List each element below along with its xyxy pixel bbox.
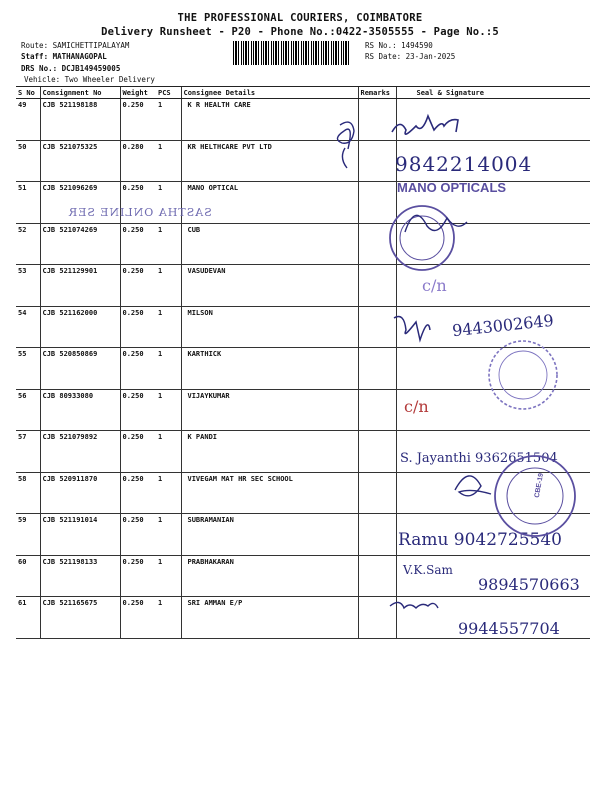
cell-pcs: 1 [156, 431, 181, 473]
cell-consignment: CJB 521165675 [40, 597, 120, 639]
cell-pcs: 1 [156, 597, 181, 639]
cell-consignee: K PANDI [181, 431, 358, 473]
cell-sno: 56 [16, 389, 40, 431]
cell-weight: 0.250 [120, 306, 156, 348]
cell-sno: 57 [16, 431, 40, 473]
cell-consignee: SRI AMMAN E/P [181, 597, 358, 639]
col-remarks: Remarks [358, 87, 396, 99]
cell-pcs: 1 [156, 348, 181, 390]
cell-consignment: CJB 521074269 [40, 223, 120, 265]
table-row [16, 472, 590, 514]
table-row [16, 389, 590, 431]
handwritten-phone-50: 9842214004 [395, 152, 533, 176]
cell-remarks [358, 472, 396, 514]
cell-sno: 55 [16, 348, 40, 390]
cell-pcs: 1 [156, 99, 181, 141]
rs-date: RS Date: 23-Jan-2025 [365, 52, 456, 61]
vehicle-label: Vehicle: Two Wheeler Delivery [24, 75, 155, 84]
drs-label: DRS No.: DCJB149459005 [21, 64, 121, 73]
col-sno: S No [16, 87, 40, 99]
cell-pcs: 1 [156, 472, 181, 514]
cell-remarks [358, 306, 396, 348]
cell-seal [396, 472, 590, 514]
cell-remarks [358, 431, 396, 473]
cell-consignment: CJB 520911870 [40, 472, 120, 514]
table-row [16, 348, 590, 390]
cell-sno: 50 [16, 140, 40, 182]
col-weight: Weight [120, 87, 156, 99]
cell-weight: 0.250 [120, 472, 156, 514]
cell-pcs: 1 [156, 223, 181, 265]
col-pcs: PCS [156, 87, 181, 99]
col-consignee: Consignee Details [181, 87, 358, 99]
cell-weight: 0.280 [120, 140, 156, 182]
cell-weight: 0.250 [120, 265, 156, 307]
company-title: THE PROFESSIONAL COURIERS, COIMBATORE [177, 12, 423, 24]
cell-consignment: CJB 521162000 [40, 306, 120, 348]
stamp-mano-opticals: MANO OPTICALS [397, 180, 507, 195]
cell-pcs: 1 [156, 306, 181, 348]
cell-remarks [358, 99, 396, 141]
cell-weight: 0.250 [120, 348, 156, 390]
table-header [16, 87, 590, 99]
cell-consignment: CJB 521096269 [40, 182, 120, 224]
cell-consignment: CJB 520850869 [40, 348, 120, 390]
handwritten-ramu: Ramu 9042725540 [398, 530, 562, 550]
cell-remarks [358, 140, 396, 182]
mirrored-stamp-text: SASTHA ONLINE SER [68, 206, 212, 219]
cell-consignee: VIJAYKUMAR [181, 389, 358, 431]
cell-consignee: MILSON [181, 306, 358, 348]
cell-remarks [358, 389, 396, 431]
runsheet-subtitle: Delivery Runsheet - P20 - Phone No.:0422-3505555 - Page No.:5 [101, 26, 499, 38]
cell-weight: 0.250 [120, 514, 156, 556]
handwritten-initials-53: c/n [422, 276, 447, 295]
cell-seal [396, 223, 590, 265]
table-row [16, 99, 590, 141]
cell-consignee: K R HEALTH CARE [181, 99, 358, 141]
cell-remarks [358, 555, 396, 597]
cell-pcs: 1 [156, 389, 181, 431]
cell-consignee: VIVEGAM MAT HR SEC SCHOOL [181, 472, 358, 514]
cell-consignment: CJB 521075325 [40, 140, 120, 182]
cell-consignment: CJB 521198133 [40, 555, 120, 597]
cell-remarks [358, 223, 396, 265]
cell-remarks [358, 348, 396, 390]
cell-weight: 0.250 [120, 389, 156, 431]
cell-pcs: 1 [156, 140, 181, 182]
cell-consignee: PRABHAKARAN [181, 555, 358, 597]
cell-weight: 0.250 [120, 99, 156, 141]
table-row [16, 223, 590, 265]
cell-pcs: 1 [156, 514, 181, 556]
cell-sno: 60 [16, 555, 40, 597]
cell-remarks [358, 182, 396, 224]
barcode [233, 41, 351, 65]
cell-remarks [358, 597, 396, 639]
col-seal: Seal & Signature [396, 87, 590, 99]
cell-weight: 0.250 [120, 182, 156, 224]
cell-weight: 0.250 [120, 431, 156, 473]
col-consignment: Consignment No [40, 87, 120, 99]
handwritten-vksam: V.K.Sam [403, 563, 453, 577]
table-row [16, 265, 590, 307]
stamp-cbe: CBE-19 [533, 472, 546, 499]
handwritten-initials-56: c/n [404, 397, 429, 416]
cell-consignment: CJB 521198188 [40, 99, 120, 141]
cell-weight: 0.250 [120, 597, 156, 639]
cell-consignee: KR HELTHCARE PVT LTD [181, 140, 358, 182]
cell-weight: 0.250 [120, 555, 156, 597]
cell-sno: 54 [16, 306, 40, 348]
staff-label: Staff: MATHANAGOPAL [21, 52, 107, 61]
handwritten-phone-61: 9944557704 [458, 619, 560, 638]
cell-sno: 53 [16, 265, 40, 307]
cell-consignee: KARTHICK [181, 348, 358, 390]
cell-sno: 58 [16, 472, 40, 514]
cell-sno: 61 [16, 597, 40, 639]
cell-seal [396, 99, 590, 141]
cell-consignee: MANO OPTICAL [181, 182, 358, 224]
cell-seal [396, 348, 590, 390]
cell-sno: 59 [16, 514, 40, 556]
handwritten-phone-60: 9894570663 [478, 575, 580, 594]
route-label: Route: SAMICHETTIPALAYAM [21, 41, 130, 50]
cell-pcs: 1 [156, 555, 181, 597]
cell-consignee: VASUDEVAN [181, 265, 358, 307]
cell-consignee: CUB [181, 223, 358, 265]
cell-pcs: 1 [156, 182, 181, 224]
handwritten-jayanthi: S. Jayanthi 9362651504 [400, 451, 558, 466]
rs-number: RS No.: 1494590 [365, 41, 433, 50]
cell-sno: 49 [16, 99, 40, 141]
cell-sno: 51 [16, 182, 40, 224]
cell-consignment: CJB 521079892 [40, 431, 120, 473]
cell-consignment: CJB 521191014 [40, 514, 120, 556]
cell-pcs: 1 [156, 265, 181, 307]
cell-consignment: CJB 80933080 [40, 389, 120, 431]
cell-weight: 0.250 [120, 223, 156, 265]
cell-sno: 52 [16, 223, 40, 265]
cell-remarks [358, 265, 396, 307]
cell-consignment: CJB 521129901 [40, 265, 120, 307]
cell-remarks [358, 514, 396, 556]
handwritten-phone-54: 9443002649 [451, 310, 555, 341]
cell-consignee: SUBRAMANIAN [181, 514, 358, 556]
